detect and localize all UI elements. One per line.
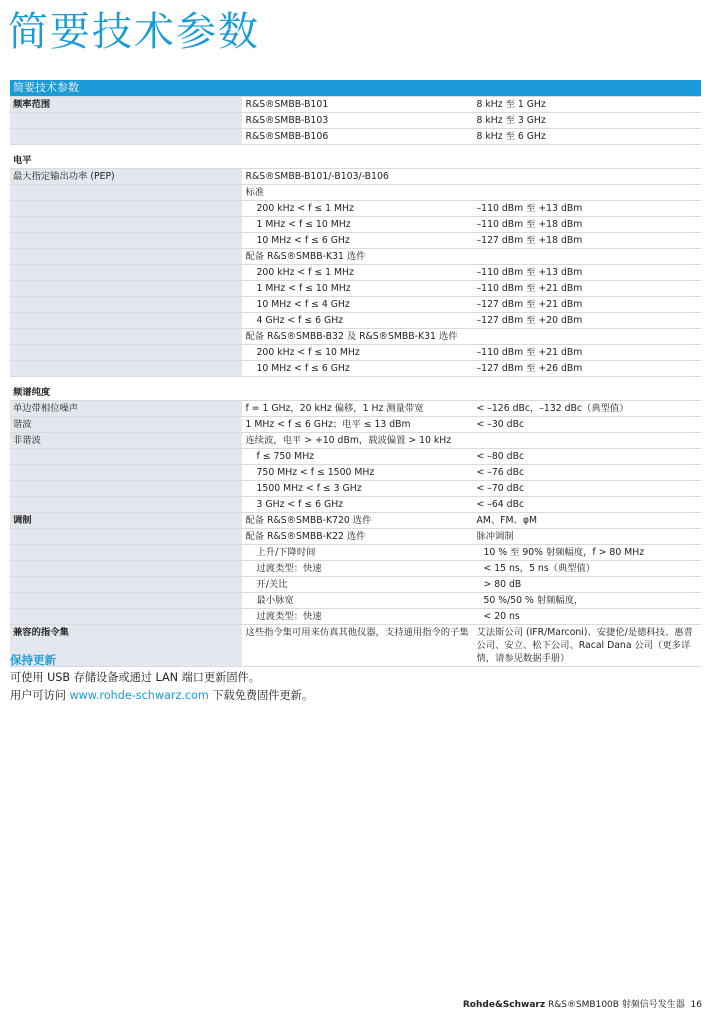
row-condition: 上升/下降时间	[242, 545, 473, 561]
row-condition: 200 kHz < f ≤ 10 MHz	[242, 345, 473, 361]
table-row	[10, 265, 701, 281]
update-line-1: 可使用 USB 存储设备或通过 LAN 端口更新固件。	[10, 671, 260, 684]
table-row	[10, 185, 701, 201]
row-label	[10, 249, 242, 265]
row-condition: R&S®SMBB-B101	[242, 97, 473, 113]
row-label: 调制	[10, 513, 242, 529]
row-value: < –70 dBc	[473, 481, 701, 497]
table-row	[10, 401, 701, 417]
row-condition: 1 MHz < f ≤ 6 GHz；电平 ≤ 13 dBm	[242, 417, 473, 433]
row-label	[10, 361, 242, 377]
table-row	[10, 497, 701, 513]
row-condition: R&S®SMBB-B101/-B103/-B106	[242, 169, 473, 185]
row-value	[473, 329, 701, 345]
row-label	[10, 265, 242, 281]
section-spacer	[10, 377, 701, 386]
row-value: –110 dBm 至 +13 dBm	[473, 201, 701, 217]
row-label	[10, 297, 242, 313]
spec-table-body	[10, 80, 701, 667]
table-row	[10, 481, 701, 497]
row-value: –127 dBm 至 +20 dBm	[473, 313, 701, 329]
page-number: 16	[690, 1000, 702, 1010]
row-value: –127 dBm 至 +26 dBm	[473, 361, 701, 377]
row-condition: 1 MHz < f ≤ 10 MHz	[242, 217, 473, 233]
row-condition: 3 GHz < f ≤ 6 GHz	[242, 497, 473, 513]
row-label	[10, 497, 242, 513]
row-label	[10, 609, 242, 625]
row-condition: 最小脉宽	[242, 593, 473, 609]
row-value: < –76 dBc	[473, 465, 701, 481]
row-label	[10, 281, 242, 297]
row-value: –110 dBm 至 +21 dBm	[473, 281, 701, 297]
table-row	[10, 417, 701, 433]
row-condition: 750 MHz < f ≤ 1500 MHz	[242, 465, 473, 481]
row-condition: 过渡类型：快速	[242, 609, 473, 625]
row-condition: 配备 R&S®SMBB-K31 选件	[242, 249, 473, 265]
section-row	[10, 153, 701, 169]
table-row	[10, 609, 701, 625]
row-label	[10, 593, 242, 609]
table-row	[10, 561, 701, 577]
row-value: 8 kHz 至 1 GHz	[473, 97, 701, 113]
row-condition: 10 MHz < f ≤ 6 GHz	[242, 233, 473, 249]
row-label	[10, 313, 242, 329]
row-value	[473, 433, 701, 449]
row-value: –110 dBm 至 +18 dBm	[473, 217, 701, 233]
section-title: 电平	[10, 153, 701, 169]
row-condition: R&S®SMBB-B103	[242, 113, 473, 129]
table-row	[10, 577, 701, 593]
row-label: 谐波	[10, 417, 242, 433]
section-title: 频谱纯度	[10, 385, 701, 401]
update-line-2	[10, 687, 313, 705]
row-value: < –126 dBc，–132 dBc（典型值）	[473, 401, 701, 417]
rohde-schwarz-link[interactable]: www.rohde-schwarz.com	[69, 689, 209, 702]
row-condition: 配备 R&S®SMBB-K22 选件	[242, 529, 473, 545]
footer-brand: Rohde&Schwarz	[462, 1000, 546, 1010]
table-row	[10, 345, 701, 361]
row-condition: 标准	[242, 185, 473, 201]
row-label	[10, 113, 242, 129]
table-row	[10, 113, 701, 129]
row-condition: 4 GHz < f ≤ 6 GHz	[242, 313, 473, 329]
page-title: 简要技术参数	[8, 9, 260, 55]
table-row	[10, 201, 701, 217]
row-condition: 1 MHz < f ≤ 10 MHz	[242, 281, 473, 297]
row-label: 最大指定输出功率 (PEP)	[10, 169, 242, 185]
row-label: 兼容的指令集	[10, 625, 242, 667]
table-row	[10, 593, 701, 609]
row-condition: 10 MHz < f ≤ 4 GHz	[242, 297, 473, 313]
table-row	[10, 465, 701, 481]
row-condition: 200 kHz < f ≤ 1 MHz	[242, 265, 473, 281]
table-row	[10, 217, 701, 233]
update-title: 保持更新	[10, 653, 56, 667]
row-value: –110 dBm 至 +21 dBm	[473, 345, 701, 361]
table-row	[10, 233, 701, 249]
row-label	[10, 329, 242, 345]
table-row	[10, 129, 701, 145]
row-value	[473, 185, 701, 201]
table-row	[10, 297, 701, 313]
row-condition: R&S®SMBB-B106	[242, 129, 473, 145]
row-value	[473, 169, 701, 185]
row-value: 50 %/50 % 射频幅度，	[473, 593, 701, 609]
row-value: < –64 dBc	[473, 497, 701, 513]
table-row	[10, 97, 701, 113]
table-row	[10, 545, 701, 561]
row-label	[10, 233, 242, 249]
table-row	[10, 361, 701, 377]
row-condition: 10 MHz < f ≤ 6 GHz	[242, 361, 473, 377]
table-row	[10, 449, 701, 465]
table-row	[10, 313, 701, 329]
row-label	[10, 129, 242, 145]
row-label	[10, 201, 242, 217]
row-label	[10, 449, 242, 465]
row-condition: 1500 MHz < f ≤ 3 GHz	[242, 481, 473, 497]
row-label	[10, 185, 242, 201]
table-row	[10, 249, 701, 265]
table-header-row	[10, 80, 701, 97]
row-label: 频率范围	[10, 97, 242, 113]
table-row	[10, 281, 701, 297]
row-value: AM、FM、φM	[473, 513, 701, 529]
row-label	[10, 577, 242, 593]
row-condition: 200 kHz < f ≤ 1 MHz	[242, 201, 473, 217]
row-value: 8 kHz 至 6 GHz	[473, 129, 701, 145]
row-value: < 20 ns	[473, 609, 701, 625]
row-condition: 过渡类型：快速	[242, 561, 473, 577]
table-row	[10, 169, 701, 185]
row-condition: f = 1 GHz，20 kHz 偏移，1 Hz 测量带宽	[242, 401, 473, 417]
table-row	[10, 513, 701, 529]
row-value	[473, 249, 701, 265]
table-row	[10, 433, 701, 449]
update-line-2-prefix: 用户可访问	[10, 689, 70, 702]
row-label	[10, 481, 242, 497]
row-label	[10, 545, 242, 561]
row-label	[10, 529, 242, 545]
row-value: 8 kHz 至 3 GHz	[473, 113, 701, 129]
row-value: –110 dBm 至 +13 dBm	[473, 265, 701, 281]
row-condition: 配备 R&S®SMBB-K720 选件	[242, 513, 473, 529]
row-label	[10, 465, 242, 481]
row-condition: f ≤ 750 MHz	[242, 449, 473, 465]
table-row	[10, 529, 701, 545]
row-value: > 80 dB	[473, 577, 701, 593]
table-header: 简要技术参数	[10, 80, 701, 97]
row-label: 单边带相位噪声	[10, 401, 242, 417]
row-label: 非谐波	[10, 433, 242, 449]
row-value: 10 % 至 90% 射频幅度，f > 80 MHz	[473, 545, 701, 561]
row-value: 艾法斯公司 (IFR/Marconi)、安捷伦/是德科技、惠普公司、安立、松下公司、Racal Dana 公司（更多详情，请参见数据手册）	[473, 625, 701, 667]
row-condition: 连续波，电平 > +10 dBm，载波偏置 > 10 kHz	[242, 433, 473, 449]
row-value: 脉冲调制	[473, 529, 701, 545]
row-value: < –30 dBc	[473, 417, 701, 433]
footer-product: R&S®SMB100B 射频信号发生器	[545, 1000, 685, 1010]
update-line-2-suffix: 下载免费固件更新。	[208, 689, 314, 702]
row-label	[10, 561, 242, 577]
table-row	[10, 329, 701, 345]
spec-table	[10, 80, 701, 667]
row-condition: 这些指令集可用来仿真其他仪器，支持通用指令的子集	[242, 625, 473, 667]
page-footer	[463, 997, 702, 1010]
section-row	[10, 385, 701, 401]
row-label	[10, 345, 242, 361]
row-value: < 15 ns，5 ns（典型值）	[473, 561, 701, 577]
section-spacer	[10, 145, 701, 154]
row-label	[10, 217, 242, 233]
row-value: –127 dBm 至 +18 dBm	[473, 233, 701, 249]
row-condition: 配备 R&S®SMBB-B32 及 R&S®SMBB-K31 选件	[242, 329, 473, 345]
update-block	[10, 651, 313, 705]
row-value: –127 dBm 至 +21 dBm	[473, 297, 701, 313]
row-value: < –80 dBc	[473, 449, 701, 465]
row-condition: 开/关比	[242, 577, 473, 593]
